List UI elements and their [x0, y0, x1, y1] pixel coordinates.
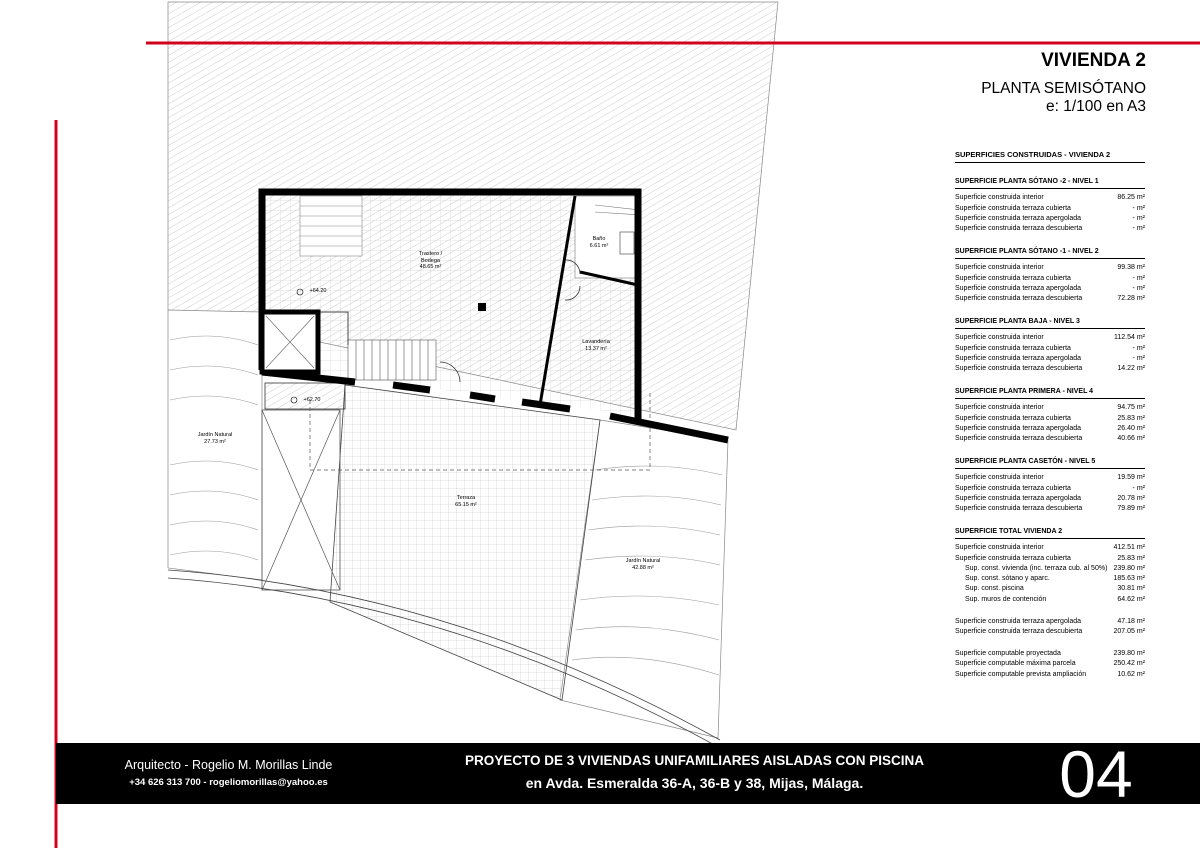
- room-area: 27.73 m²: [204, 438, 226, 445]
- area-section-header: SUPERFICIE PLANTA SÓTANO -1 - NIVEL 2: [955, 247, 1145, 259]
- room-label-terraza: [446, 495, 486, 508]
- area-label: Superficie construida terraza cubierta: [955, 344, 1071, 352]
- area-value: - m²: [1132, 484, 1145, 492]
- area-value: - m²: [1132, 225, 1145, 233]
- area-row: [955, 284, 1145, 294]
- areas-total-header: SUPERFICIE TOTAL VIVIENDA 2: [955, 527, 1145, 539]
- area-row: [955, 224, 1145, 234]
- area-label: Superficie construida terraza descubierta: [955, 295, 1083, 303]
- area-row: [955, 543, 1145, 553]
- room-name: Baño: [592, 236, 606, 242]
- room-area: 42.88 m²: [632, 564, 654, 571]
- area-row: [955, 494, 1145, 504]
- area-label: Sup. const. vivienda (inc. terraza cub. al 50%): [965, 564, 1108, 572]
- area-row: [955, 659, 1145, 669]
- area-row: [955, 434, 1145, 444]
- area-label: Superficie construida terraza cubierta: [955, 484, 1071, 492]
- sheet-title: VIVIENDA 2: [1041, 50, 1146, 71]
- area-value: 250.42 m²: [1113, 660, 1145, 668]
- area-label: Superficie construida interior: [955, 334, 1044, 342]
- architect-name: Arquitecto - Rogelio M. Morillas Linde: [124, 758, 333, 772]
- area-label: Superficie construida terraza cubierta: [955, 274, 1071, 282]
- area-value: 25.83 m²: [1117, 414, 1145, 422]
- area-row: [955, 504, 1145, 514]
- areas-sections: [955, 177, 1145, 514]
- room-label-jardin-1: [190, 432, 240, 445]
- plan-scale: e: 1/100 en A3: [1046, 98, 1146, 115]
- footer-bar: [56, 737, 1200, 811]
- sheet-number: 04: [1059, 737, 1133, 811]
- project-address: en Avda. Esmeralda 36-A, 36-B y 38, Mijas, Málaga.: [525, 775, 864, 791]
- level-marker-2: +62.70: [303, 397, 321, 403]
- area-label: Superficie construida terraza descubierta: [955, 225, 1083, 233]
- area-row: [955, 574, 1145, 584]
- area-section-header: SUPERFICIE PLANTA BAJA - NIVEL 3: [955, 317, 1145, 329]
- room-name: Jardín Natural: [625, 558, 661, 564]
- area-row: [955, 617, 1145, 627]
- area-value: 10.62 m²: [1117, 670, 1145, 678]
- area-row: [955, 595, 1145, 605]
- area-section-header: SUPERFICIE PLANTA CASETÓN - NIVEL 5: [955, 457, 1145, 469]
- area-value: - m²: [1132, 204, 1145, 212]
- terrace-area: [330, 385, 600, 700]
- area-label: Superficie construida terraza cubierta: [955, 414, 1071, 422]
- areas-table: [955, 150, 1145, 693]
- room-name: Trastero / Bodega: [418, 251, 443, 264]
- room-area: 48.65 m²: [419, 264, 442, 270]
- area-label: Superficie construida terraza apergolada: [955, 284, 1082, 292]
- area-section: [955, 247, 1145, 304]
- garden-left: [168, 310, 262, 580]
- area-row: [955, 294, 1145, 304]
- area-value: 112.54 m²: [1114, 334, 1145, 342]
- area-section-header: SUPERFICIE PLANTA PRIMERA - NIVEL 4: [955, 387, 1145, 399]
- area-value: 19.59 m²: [1117, 474, 1145, 482]
- area-value: 412.51 m²: [1113, 544, 1145, 552]
- area-label: Superficie construida terraza apergolada: [955, 617, 1082, 625]
- area-value: 20.78 m²: [1117, 494, 1145, 502]
- area-value: 239.80 m²: [1113, 650, 1145, 658]
- area-row: [955, 554, 1145, 564]
- area-row: [955, 344, 1145, 354]
- area-value: - m²: [1132, 214, 1145, 222]
- area-label: Sup. const. sótano y aparc.: [965, 575, 1050, 583]
- sheet-subtitle: [900, 80, 1146, 116]
- area-value: - m²: [1132, 354, 1145, 362]
- area-row: [955, 414, 1145, 424]
- area-value: 86.25 m²: [1117, 194, 1145, 202]
- area-row: [955, 484, 1145, 494]
- area-row: [955, 204, 1145, 214]
- area-row: [955, 333, 1145, 343]
- area-label: Superficie construida terraza cubierta: [955, 204, 1071, 212]
- area-value: 25.83 m²: [1117, 554, 1145, 562]
- area-label: Superficie construida terraza apergolada: [955, 214, 1082, 222]
- area-label: Sup. const. piscina: [965, 585, 1024, 593]
- area-value: - m²: [1132, 344, 1145, 352]
- area-row: [955, 473, 1145, 483]
- area-section: [955, 177, 1145, 234]
- area-value: 26.40 m²: [1117, 424, 1145, 432]
- area-value: 239.80 m²: [1113, 564, 1145, 572]
- architect-contact: +34 626 313 700 - rogeliomorillas@yahoo.es: [129, 777, 328, 788]
- area-value: 14.22 m²: [1117, 365, 1145, 373]
- area-label: Sup. muros de contención: [965, 595, 1047, 603]
- room-label-lavanderia: [574, 339, 618, 352]
- area-value: 72.28 m²: [1117, 295, 1145, 303]
- area-value: 64.62 m²: [1117, 595, 1145, 603]
- area-value: - m²: [1132, 284, 1145, 292]
- area-label: Superficie construida terraza descubierta: [955, 505, 1083, 513]
- area-value: 40.66 m²: [1117, 435, 1145, 443]
- area-section: [955, 317, 1145, 374]
- area-label: Superficie construida interior: [955, 404, 1044, 412]
- area-row: [955, 263, 1145, 273]
- area-row: [955, 354, 1145, 364]
- area-value: 79.89 m²: [1117, 505, 1145, 513]
- room-name: Jardín Natural: [197, 432, 233, 438]
- room-area: 65.15 m²: [455, 501, 477, 508]
- area-row: [955, 364, 1145, 374]
- area-label: Superficie construida terraza descubierta: [955, 435, 1083, 443]
- area-value: 30.81 m²: [1117, 585, 1145, 593]
- area-label: Superficie construida interior: [955, 264, 1044, 272]
- area-row: [955, 424, 1145, 434]
- area-section-header: SUPERFICIE PLANTA SÓTANO -2 - NIVEL 1: [955, 177, 1145, 189]
- area-label: Superficie construida terraza apergolada: [955, 354, 1082, 362]
- area-row: [955, 193, 1145, 203]
- area-label: Superficie construida terraza descubierta: [955, 365, 1083, 373]
- area-row: [955, 214, 1145, 224]
- area-value: 94.75 m²: [1117, 404, 1145, 412]
- area-row: [955, 584, 1145, 594]
- area-label: Superficie construida terraza cubierta: [955, 554, 1071, 562]
- level-marker-1: +64.20: [309, 288, 327, 294]
- areas-title: SUPERFICIES CONSTRUIDAS - VIVIENDA 2: [955, 150, 1145, 163]
- room-label-trastero: [408, 251, 453, 271]
- void-cross: [262, 383, 345, 590]
- areas-total: [955, 527, 1145, 679]
- area-value: - m²: [1132, 274, 1145, 282]
- room-name: Terraza: [456, 495, 476, 501]
- room-area: 6.61 m²: [589, 242, 609, 249]
- area-row: [955, 670, 1145, 680]
- room-label-jardin-2: [618, 558, 668, 571]
- area-value: 185.63 m²: [1113, 575, 1145, 583]
- area-row: [955, 564, 1145, 574]
- room-label-bano: [582, 236, 616, 249]
- area-label: Superficie construida interior: [955, 194, 1044, 202]
- area-value: 47.18 m²: [1117, 617, 1145, 625]
- area-label: Superficie computable prevista ampliación: [955, 670, 1087, 678]
- area-row: [955, 403, 1145, 413]
- area-label: Superficie construida terraza apergolada: [955, 424, 1082, 432]
- area-label: Superficie construida interior: [955, 474, 1044, 482]
- area-section: [955, 387, 1145, 444]
- plan-name: PLANTA SEMISÓTANO: [981, 80, 1146, 97]
- room-area: 13.37 m²: [585, 345, 607, 352]
- area-section: [955, 457, 1145, 514]
- project-title: PROYECTO DE 3 VIVIENDAS UNIFAMILIARES AISLADAS CON PISCINA: [464, 753, 925, 768]
- area-label: Superficie computable proyectada: [955, 650, 1061, 658]
- area-label: Superficie computable máxima parcela: [955, 660, 1076, 668]
- room-name: Lavandería: [582, 339, 610, 345]
- area-value: 207.05 m²: [1113, 627, 1145, 635]
- area-value: 99.38 m²: [1117, 264, 1145, 272]
- area-row: [955, 274, 1145, 284]
- area-row: [955, 649, 1145, 659]
- area-row: [955, 627, 1145, 637]
- area-label: Superficie construida terraza descubierta: [955, 627, 1083, 635]
- area-label: Superficie construida interior: [955, 544, 1044, 552]
- area-label: Superficie construida terraza apergolada: [955, 494, 1082, 502]
